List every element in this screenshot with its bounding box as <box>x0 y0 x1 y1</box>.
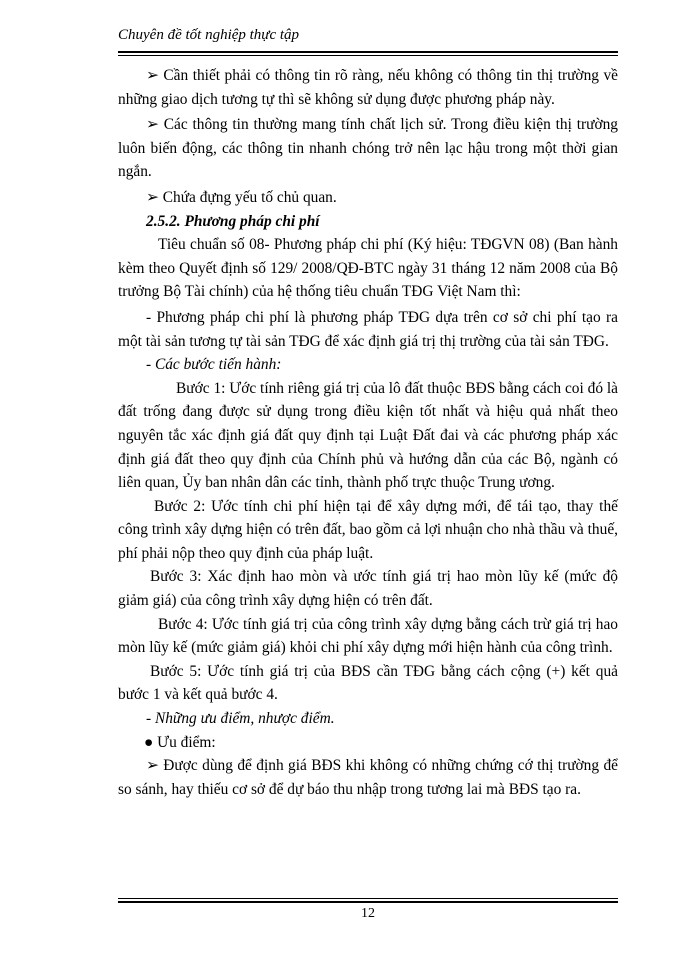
page-body <box>118 64 618 801</box>
page-number: 12 <box>361 906 375 921</box>
paragraph-step-4: Bước 4: Ước tính giá trị của công trình xây dựng bằng cách trừ giá trị hao mòn lũy kế (mức giảm giá) khỏi chi phí xây dựng mới hiện hành của công trình. <box>118 615 618 657</box>
paragraph-step-5: Bước 5: Ước tính giá trị của BĐS cần TĐG bằng cách cộng (+) kết quả bước 1 và kết quả bước 4. <box>118 662 618 704</box>
paragraph-limitation-3: ➢ Chứa đựng yếu tố chủ quan. <box>146 188 337 206</box>
page-header: Chuyên đề tốt nghiệp thực tập <box>118 27 300 43</box>
paragraph-definition: - Phương pháp chi phí là phương pháp TĐG dựa trên cơ sở chi phí tạo ra một tài sản tương tự tài sản TĐG để xác định giá trị thị trường của tài sản TĐG. <box>118 308 618 350</box>
paragraph-limitation-2: ➢ Các thông tin thường mang tính chất lịch sử. Trong điều kiện thị trường luôn biến động, các thông tin nhanh chóng trở nên lạc hậu trong một thời gian ngắn. <box>118 116 618 181</box>
paragraph-pros-cons-heading: - Những ưu điểm, nhược điểm. <box>146 710 335 728</box>
paragraph-advantages-label: ● Ưu điểm: <box>144 733 216 751</box>
section-heading: 2.5.2. Phương pháp chi phí <box>146 212 320 230</box>
footer-divider <box>118 898 618 903</box>
header-divider <box>118 51 618 56</box>
paragraph-step-3: Bước 3: Xác định hao mòn và ước tính giá trị hao mòn lũy kế (mức độ giảm giá) của công trình xây dựng hiện có trên đất. <box>118 568 618 610</box>
paragraph-advantage-1: ➢ Được dùng để định giá BĐS khi không có những chứng cớ thị trường để so sánh, hay thiếu cơ sở để dự báo thu nhập trong tương lai mà BĐS tạo ra. <box>118 757 618 798</box>
paragraph-standard: Tiêu chuẩn số 08- Phương pháp chi phí (Ký hiệu: TĐGVN 08) (Ban hành kèm theo Quyết định số 129/ 2008/QĐ-BTC ngày 31 tháng 12 năm 2008 của Bộ trưởng Bộ Tài chính) của hệ thống tiêu chuẩn TĐG Việt Nam thì: <box>118 236 618 301</box>
paragraph-step-2: Bước 2: Ước tính chi phí hiện tại để xây dựng mới, để tái tạo, thay thế công trình xây dựng hiện có trên đất, bao gồm cả lợi nhuận cho nhà thầu và thuế, phí phải nộp theo quy định của pháp luật. <box>118 497 618 562</box>
paragraph-limitation-1: ➢ Cần thiết phải có thông tin rõ ràng, nếu không có thông tin thị trường về những giao dịch tương tự thì sẽ không sử dụng được phương pháp này. <box>118 67 618 108</box>
paragraph-steps-heading: - Các bước tiến hành: <box>146 356 282 374</box>
paragraph-step-1: Bước 1: Ước tính riêng giá trị của lô đất thuộc BĐS bằng cách coi đó là đất trống đang được sử dụng trong điều kiện tốt nhất và hiệu quả nhất theo nguyên tắc xác định giá đất quy định tại Luật Đất đai và các phương pháp xác định giá đất theo quy định của Chính phủ và hướng dẫn của các Bộ, ngành có liên quan, Ủy ban nhân dân các tỉnh, thành phố trực thuộc Trung ương. <box>118 379 618 492</box>
